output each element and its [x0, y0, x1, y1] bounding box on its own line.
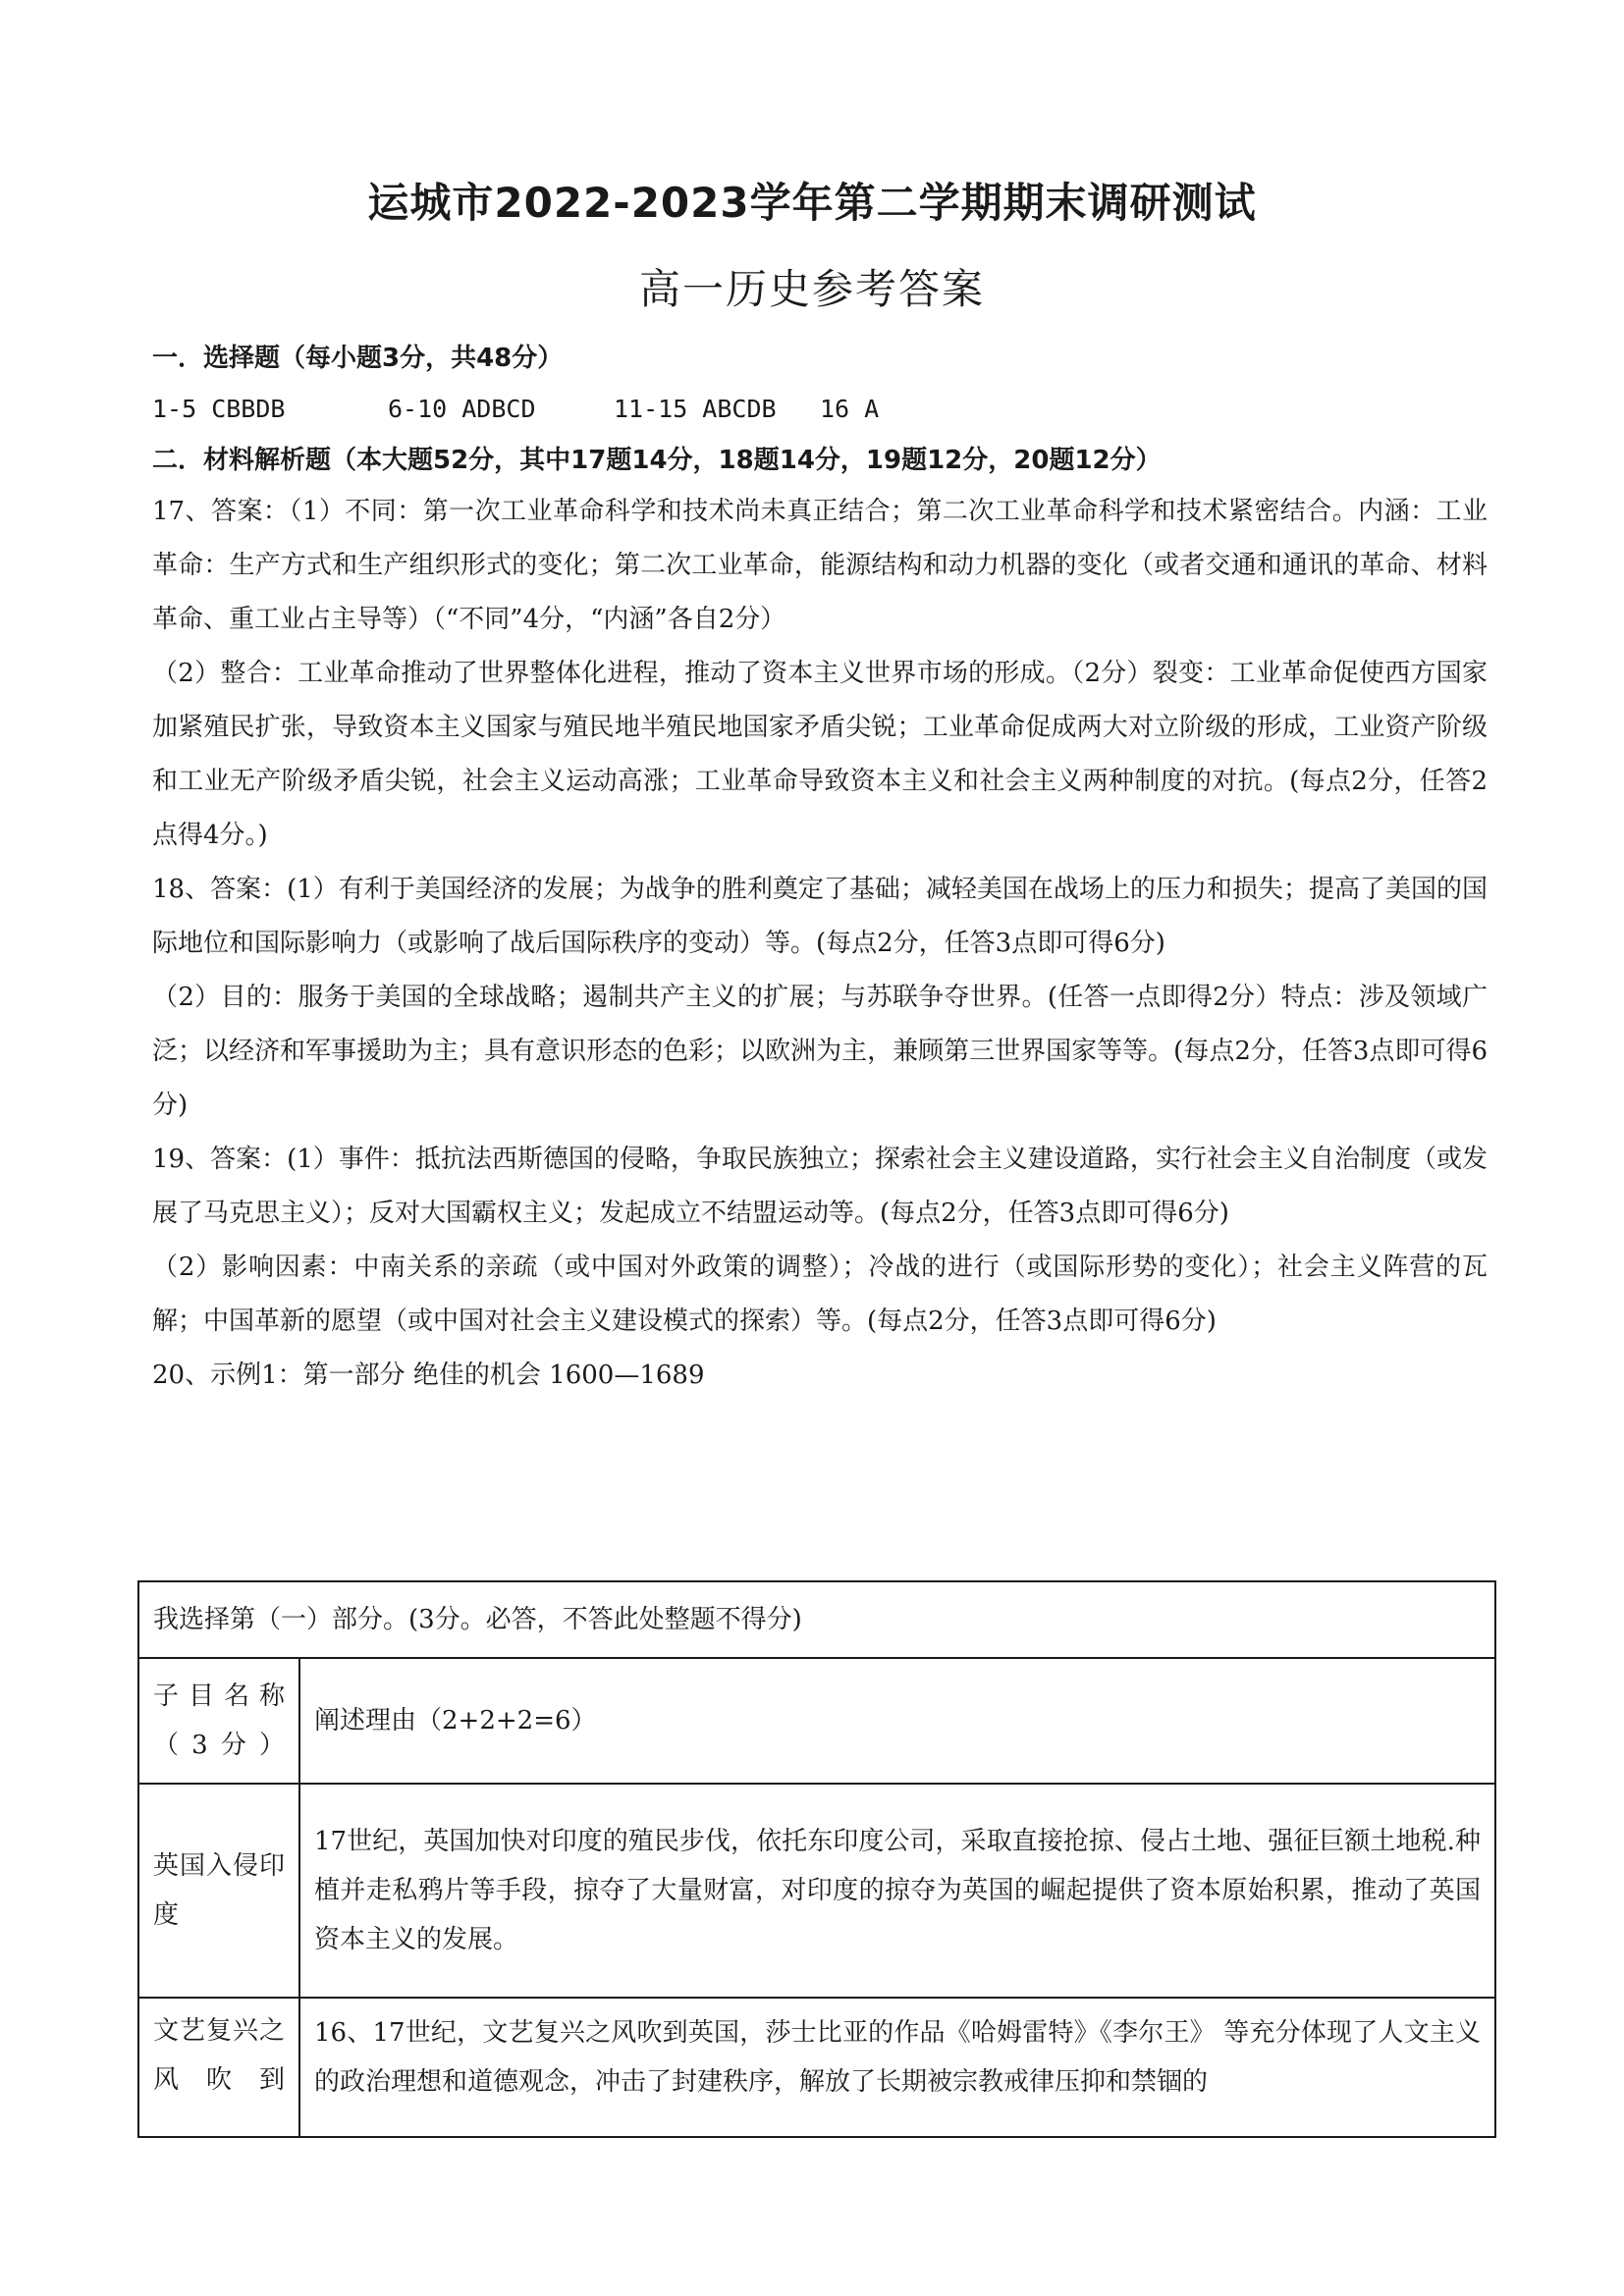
- table-row: [138, 1998, 1495, 2137]
- answers-6-10: 6-10 ADBCD: [388, 395, 536, 423]
- q17-part1: 17、答案：（1）不同：第一次工业革命科学和技术尚未真正结合；第二次工业革命科学和技术紧密结合。内涵：工业革命：生产方式和生产组织形式的变化；第二次工业革命，能源结构和动力机器的变化（或者交通和通讯的革命、材料革命、重工业占主导等）（“不同”4分，“内涵”各自2分）: [152, 497, 1488, 634]
- q19-part2: （2）影响因素：中南关系的亲疏（或中国对外政策的调整）；冷战的进行（或国际形势的变化）；社会主义阵营的瓦解；中国革新的愿望（或中国对社会主义建设模式的探索）等。(每点2分，任答3点即可得6分): [152, 1253, 1488, 1336]
- row-text: 17世纪，英国加快对印度的殖民步伐，依托东印度公司，采取直接抢掠、侵占土地、强征巨额土地税.种植并走私鸦片等手段，掠夺了大量财富，对印度的掠夺为英国的崛起提供了资本原始积累，推动了英国资本主义的发展。: [299, 1784, 1495, 1998]
- page-subtitle: 高一历史参考答案: [638, 265, 985, 313]
- table-row: [138, 1581, 1495, 1658]
- col-label-header: 子目名称（3分）: [138, 1658, 299, 1784]
- table-row: [138, 1784, 1495, 1998]
- section-heading-material: 二．材料解析题（本大题52分，其中17题14分，18题14分，19题12分，20题12分）: [152, 446, 1162, 475]
- page-title: 运城市2022-2023学年第二学期期末调研测试: [367, 179, 1257, 227]
- section-heading-choice: 一．选择题（每小题3分，共48分）: [152, 344, 564, 373]
- row-text: 16、17世纪，文艺复兴之风吹到英国，莎士比亚的作品《哈姆雷特》《李尔王》 等充分体现了人文主义的政治理想和道德观念，冲击了封建秩序，解放了长期被宗教戒律压抑和禁锢的: [299, 1998, 1495, 2137]
- answers-1-5: 1-5 CBBDB: [152, 395, 286, 423]
- q18-part2: （2）目的：服务于美国的全球战略；遏制共产主义的扩展；与苏联争夺世界。(任答一点即得2分）特点：涉及领域广泛；以经济和军事援助为主；具有意识形态的色彩；以欧洲为主，兼顾第三世界国家等等。(每点2分，任答3点即可得6分): [152, 983, 1488, 1120]
- table-row: [138, 1658, 1495, 1784]
- answers-16: 16 A: [820, 395, 880, 423]
- row-label: 英国入侵印度: [138, 1784, 299, 1998]
- q20-intro: 20、示例1：第一部分 绝佳的机会 1600—1689: [152, 1361, 705, 1390]
- row-label: 文艺复兴之风吹到: [138, 1998, 299, 2137]
- q17-part2: （2）整合：工业革命推动了世界整体化进程，推动了资本主义世界市场的形成。（2分）裂变：工业革命促使西方国家加紧殖民扩张，导致资本主义国家与殖民地半殖民地国家矛盾尖锐；工业革命促成两大对立阶级的形成，工业资产阶级和工业无产阶级矛盾尖锐，社会主义运动高涨；工业革命导致资本主义和社会主义两种制度的对抗。(每点2分，任答2点得4分。): [152, 659, 1488, 850]
- answers-11-15: 11-15 ABCDB: [614, 395, 777, 423]
- choice-cell: 我选择第（一）部分。(3分。必答，不答此处整题不得分): [138, 1581, 1495, 1658]
- q20-answer-table: [137, 1580, 1496, 2138]
- col-reason-header: 阐述理由（2+2+2=6）: [299, 1658, 1495, 1784]
- choice-answers: [152, 383, 1488, 436]
- q18-part1: 18、答案：(1）有利于美国经济的发展；为战争的胜利奠定了基础；减轻美国在战场上的压力和损失；提高了美国的国际地位和国际影响力（或影响了战后国际秩序的变动）等。(每点2分，任答3点即可得6分): [152, 875, 1488, 958]
- answer-content: [152, 334, 1488, 1403]
- q19-part1: 19、答案：(1）事件：抵抗法西斯德国的侵略，争取民族独立；探索社会主义建设道路，实行社会主义自治制度（或发展了马克思主义）；反对大国霸权主义；发起成立不结盟运动等。(每点2分，任答3点即可得6分): [152, 1145, 1488, 1228]
